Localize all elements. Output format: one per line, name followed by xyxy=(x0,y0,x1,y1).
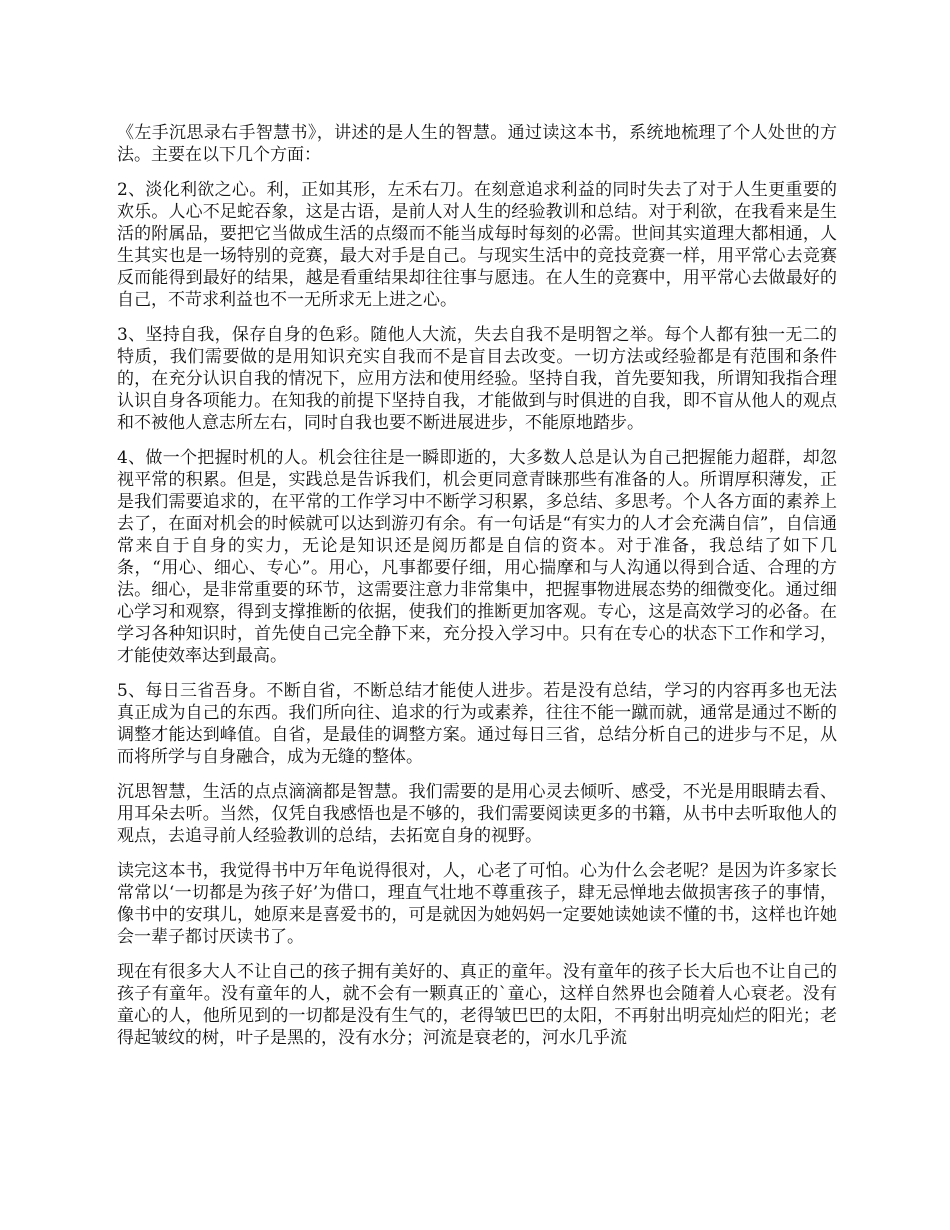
paragraph-reflection: 读完这本书，我觉得书中万年龟说得很对，人，心老了可怕。心为什么会老呢？是因为许多家长常常以‘一切都是为孩子好’为借口，理直气壮地不尊重孩子，肆无忌惮地去做损害孩子的事情，像书中的安琪儿，她原来是喜爱书的，可是就因为她妈妈一定要她读她读不懂的书，这样也许她会一辈子都讨厌读书了。 xyxy=(117,861,837,947)
paragraph-wisdom: 沉思智慧，生活的点点滴滴都是智慧。我们需要的是用心灵去倾听、感受，不光是用眼睛去看、用耳朵去听。当然，仅凭自我感悟也是不够的，我们需要阅读更多的书籍，从书中去听取他人的观点，去追寻前人经验教训的总结，去拓宽自身的视野。 xyxy=(117,782,837,846)
paragraph-point-3: 3、坚持自我，保存自身的色彩。随他人大流，失去自我不是明智之举。每个人都有独一无二的特质，我们需要做的是用知识充实自我而不是盲目去改变。一切方法或经验都是有范围和条件的，在充分认识自我的情况下，应用方法和使用经验。坚持自我，首先要知我，所谓知我指合理认识自身各项能力。在知我的前提下坚持自我，才能做到与时俱进的自我，即不盲从他人的观点和不被他人意志所左右，同时自我也要不断进展进步，不能原地踏步。 xyxy=(117,325,837,433)
document-body xyxy=(117,122,837,1062)
paragraph-point-5: 5、每日三省吾身。不断自省，不断总结才能使人进步。若是没有总结，学习的内容再多也无法真正成为自己的东西。我们所向往、追求的行为或素养，往往不能一蹴而就，通常是通过不断的调整才能达到峰值。自省，是最佳的调整方案。通过每日三省，总结分析自己的进步与不足，从而将所学与自身融合，成为无缝的整体。 xyxy=(117,681,837,767)
paragraph-point-2: 2、淡化利欲之心。利，正如其形，左禾右刀。在刻意追求利益的同时失去了对于人生更重要的欢乐。人心不足蛇吞象，这是古语，是前人对人生的经验教训和总结。对于利欲，在我看来是生活的附属品，要把它当做成生活的点缀而不能当成每时每刻的必需。世间其实道理大都相通，人生其实也是一场特别的竞赛，最大对手是自己。与现实生活中的竞技竞赛一样，用平常心去竞赛反而能得到最好的结果，越是看重结果却往往事与愿违。在人生的竞赛中，用平常心去做最好的自己，不苛求利益也不一无所求无上进之心。 xyxy=(117,180,837,310)
paragraph-point-4: 4、做一个把握时机的人。机会往往是一瞬即逝的，大多数人总是认为自己把握能力超群，却忽视平常的积累。但是，实践总是告诉我们，机会更同意青睐那些有准备的人。所谓厚积薄发，正是我们需要追求的，在平常的工作学习中不断学习积累，多总结、多思考。个人各方面的素养上去了，在面对机会的时候就可以达到游刃有余。有一句话是“有实力的人才会充满自信”，自信通常来自于自身的实力，无论是知识还是阅历都是自信的资本。对于准备，我总结了如下几条，“用心、细心、专心”。用心，凡事都要仔细，用心揣摩和与人沟通以得到合适、合理的方法。细心，是非常重要的环节，这需要注意力非常集中，把握事物进展态势的细微变化。通过细心学习和观察，得到支撑推断的依据，使我们的推断更加客观。专心，这是高效学习的必备。在学习各种知识时，首先使自己完全静下来，充分投入学习中。只有在专心的状态下工作和学习，才能使效率达到最高。 xyxy=(117,448,837,666)
paragraph-childhood: 现在有很多大人不让自己的孩子拥有美好的、真正的童年。没有童年的孩子长大后也不让自己的孩子有童年。没有童年的人，就不会有一颗真正的`童心，这样自然界也会随着人心衰老。没有童心的人，他所见到的一切都是没有生气的，老得皱巴巴的太阳，不再射出明亮灿烂的阳光；老得起皱纹的树，叶子是黑的，没有水分；河流是衰老的，河水几乎流 xyxy=(117,962,837,1048)
paragraph-intro: 《左手沉思录右手智慧书》，讲述的是人生的智慧。通过读这本书，系统地梳理了个人处世的方法。主要在以下几个方面： xyxy=(117,123,837,165)
